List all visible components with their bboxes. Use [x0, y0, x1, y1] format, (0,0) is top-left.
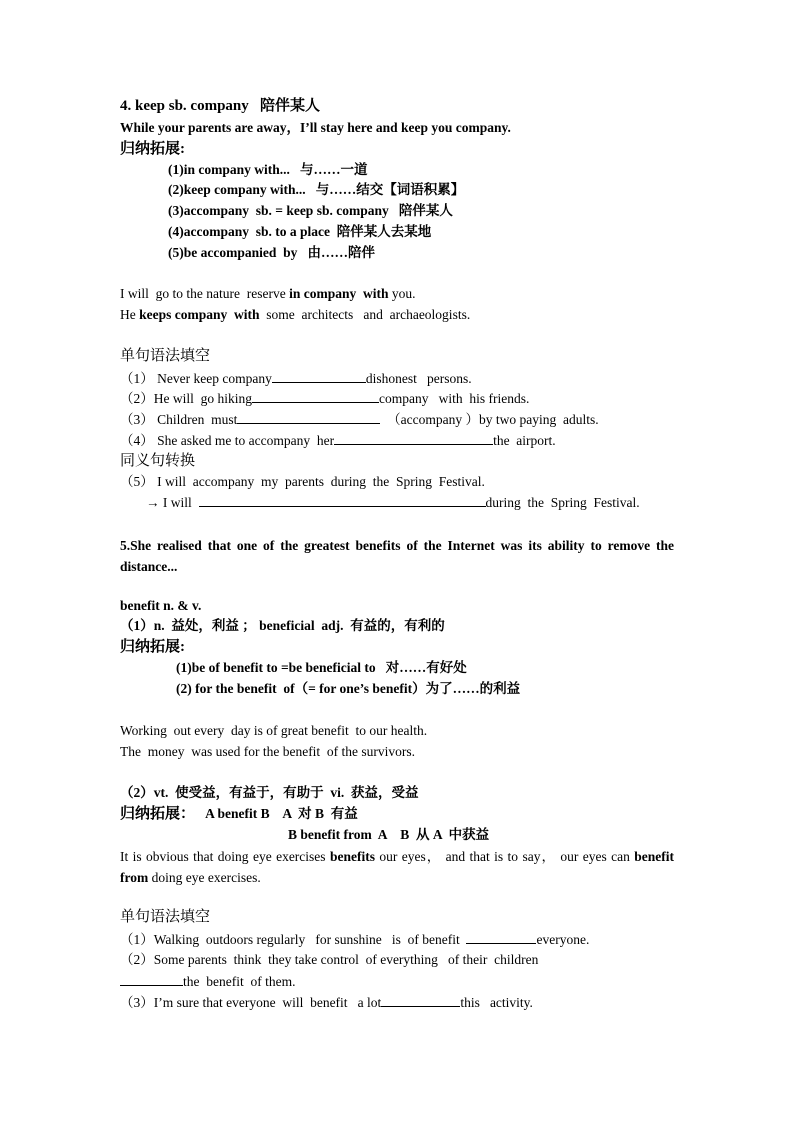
pattern-2: B benefit from A B 从 A 中获益	[288, 827, 490, 842]
question-number: （2）	[120, 391, 154, 406]
question-2	[120, 951, 538, 969]
expand-item-1: (1)be of benefit to =be beneficial to 对……有好处	[176, 660, 467, 675]
bold-phrase: benefit from	[120, 849, 674, 885]
answer-blank[interactable]	[199, 493, 486, 507]
text: everyone.	[536, 932, 590, 947]
question-number: （3）	[120, 995, 154, 1010]
question-number: （4）	[120, 433, 154, 448]
answer-blank[interactable]	[252, 389, 379, 403]
question-2	[120, 389, 529, 408]
expand-label: 归纳拓展:	[120, 141, 185, 157]
text: Some parents think they take control of everything of their children	[153, 952, 539, 967]
noun-meaning: （1）n. 益处，利益 ； beneficial adj. 有益的，有利的	[120, 618, 445, 633]
example-sentence-3	[120, 846, 674, 888]
text: company with his friends.	[379, 391, 530, 406]
example-sentence-2	[120, 306, 470, 324]
text: It is obvious that doing eye exercises	[120, 849, 330, 864]
answer-blank[interactable]	[381, 993, 460, 1007]
answer-blank[interactable]	[334, 431, 493, 445]
bold-phrase: keeps company with	[139, 307, 260, 322]
text: doing eye exercises.	[148, 870, 261, 885]
text: Walking outdoors regularly for sunshine is of benefit	[153, 932, 467, 947]
question-number: （5）	[120, 474, 154, 489]
section5-heading: 5.She realised that one of the greatest benefits of the Internet was its ability to remove the distance...	[120, 538, 674, 574]
expand-label: 归纳拓展:	[120, 639, 185, 655]
text: → I will	[146, 495, 199, 510]
label: 归纳拓展：	[120, 806, 196, 822]
text: Never keep company	[157, 371, 272, 386]
question-3	[120, 993, 533, 1012]
text: I will go to the nature reserve	[120, 286, 290, 301]
question-number: （1）	[120, 371, 154, 386]
question-number: （1）	[120, 932, 154, 947]
section4-title: 4. keep sb. company 陪伴某人	[120, 98, 321, 114]
text: He	[120, 307, 140, 322]
section4-example: While your parents are away，I’ll stay here and keep you company.	[120, 120, 511, 135]
answer-blank[interactable]	[120, 972, 183, 986]
question-1	[120, 369, 472, 388]
text: I’m sure that everyone will benefit a lot	[153, 995, 382, 1010]
expand-item-2: (2)keep company with... 与……结交【词语积累】	[168, 182, 465, 197]
text: He will go hiking	[153, 391, 252, 406]
question-number: （3）	[120, 412, 154, 427]
question-3	[120, 410, 599, 429]
answer-blank[interactable]	[272, 369, 366, 383]
bold-phrase: benefits	[329, 849, 375, 864]
conversion-title: 同义句转换	[120, 453, 196, 469]
pattern-1: A benefit B A 对 B 有益	[205, 806, 358, 821]
text: （accompany ）by two paying adults.	[380, 412, 599, 427]
text: some architects and archaeologists.	[259, 307, 471, 322]
example-sentence-2: The money was used for the benefit of the survivors.	[120, 744, 416, 759]
example-sentence-1	[120, 285, 415, 303]
expand-item-5: (5)be accompanied by 由……陪伴	[168, 245, 375, 260]
question-4	[120, 431, 556, 450]
verb-meaning: （2）vt. 使受益，有益于，有助于 vi. 获益，受益	[120, 785, 419, 800]
expand-label-2	[120, 805, 358, 823]
expand-item-1: (1)in company with... 与……一道	[168, 162, 368, 177]
text: during the Spring Festival.	[485, 495, 640, 510]
text: She asked me to accompany her	[157, 433, 335, 448]
text: the benefit of them.	[183, 974, 296, 989]
fill-blank-title: 单句语法填空	[120, 909, 211, 925]
question-5	[120, 473, 485, 491]
answer-blank[interactable]	[466, 930, 536, 944]
expand-item-2: (2) for the benefit of（= for one’s benefit）为了……的利益	[176, 681, 521, 696]
text: this activity.	[460, 995, 533, 1010]
question-2-cont	[120, 972, 295, 991]
expand-item-3: (3)accompany sb. = keep sb. company 陪伴某人	[168, 203, 453, 218]
question-1	[120, 930, 589, 949]
fill-blank-title: 单句语法填空	[120, 348, 211, 364]
example-sentence-1: Working out every day is of great benefit to our health.	[120, 723, 428, 738]
answer-blank[interactable]	[237, 410, 380, 424]
text: dishonest persons.	[365, 371, 472, 386]
text: the airport.	[493, 433, 556, 448]
text: I will accompany my parents during the Spring Festival.	[157, 474, 485, 489]
bold-phrase: in company with	[289, 286, 389, 301]
question-5-rewrite	[146, 493, 640, 512]
question-number: （2）	[120, 952, 154, 967]
expand-item-4: (4)accompany sb. to a place 陪伴某人去某地	[168, 224, 432, 239]
text: you.	[388, 286, 416, 301]
text: our eyes， and that is to say， our eyes can	[374, 849, 635, 864]
word-benefit: benefit n. & v.	[120, 598, 202, 613]
text: Children must	[157, 412, 238, 427]
